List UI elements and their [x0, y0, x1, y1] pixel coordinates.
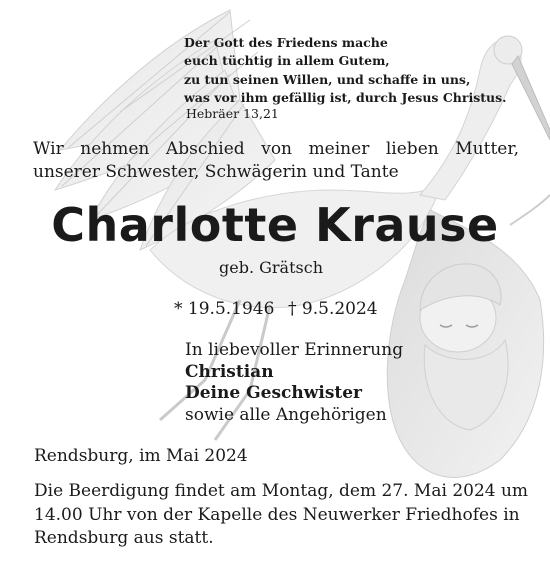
- death-date: † 9.5.2024: [288, 299, 378, 319]
- verse-line: euch tüchtig in allem Gutem,: [184, 53, 390, 69]
- verse-line: was vor ihm gefällig ist, durch Jesus Christus.: [184, 90, 507, 106]
- place-date: Rendsburg, im Mai 2024: [34, 446, 248, 466]
- mourner-name: Deine Geschwister: [185, 383, 363, 403]
- maiden-name: geb. Grätsch: [219, 258, 323, 277]
- funeral-line: 14.00 Uhr von der Kapelle des Neuwerker Friedhofes in: [34, 504, 520, 525]
- mourner-name: Christian: [185, 361, 274, 382]
- verse-line: zu tun seinen Willen, und schaffe in uns,: [184, 71, 471, 87]
- relatives-line: sowie alle Angehörigen: [185, 404, 387, 425]
- funeral-info: [34, 480, 529, 551]
- funeral-line: Rendsburg aus statt.: [34, 528, 214, 548]
- verse-reference: Hebräer 13,21: [186, 106, 279, 121]
- verse-line: Der Gott des Friedens mache: [184, 35, 388, 50]
- stork-beak: [512, 56, 550, 140]
- funeral-line: Die Beerdigung findet am Montag, dem 27. Mai 2024 um: [34, 481, 529, 501]
- farewell-intro: [33, 138, 519, 184]
- mourners-list: [185, 340, 403, 426]
- intro-line: Wir nehmen Abschied von meiner lieben Mutter,: [33, 139, 519, 159]
- memory-line: In liebevoller Erinnerung: [185, 340, 404, 360]
- birth-date: * 19.5.1946: [174, 299, 275, 319]
- deceased-name: Charlotte Krause: [51, 198, 499, 252]
- bible-verse: [184, 34, 506, 108]
- intro-line: unserer Schwester, Schwägerin und Tante: [33, 162, 399, 182]
